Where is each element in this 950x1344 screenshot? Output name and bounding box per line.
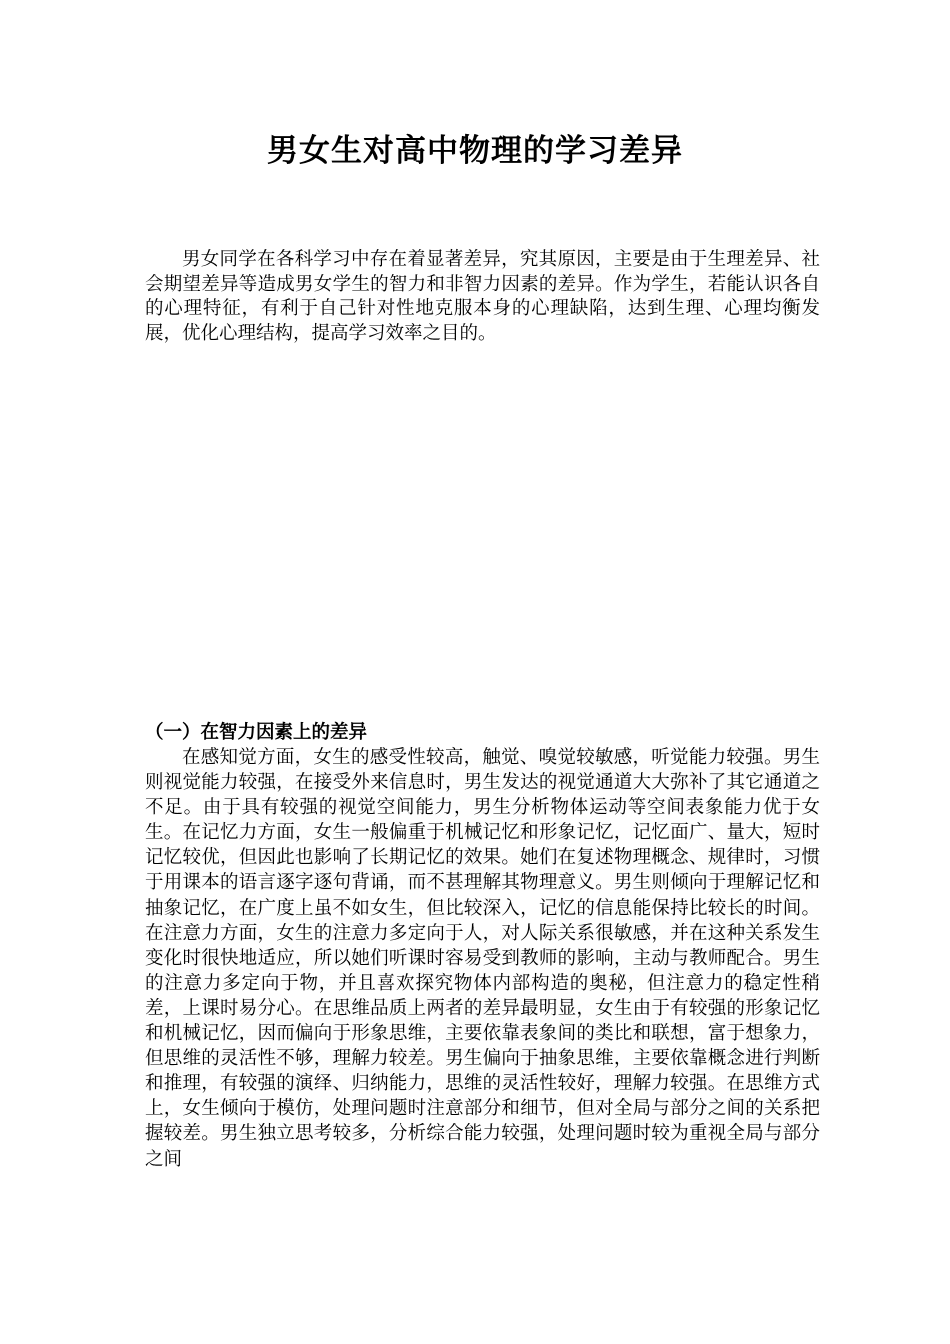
abstract-paragraph: 男女同学在各科学习中存在着显著差异，究其原因，主要是由于生理差异、社会期望差异等造成男女学生的智力和非智力因素的差异。作为学生，若能认识各自的心理特征，有利于自己针对性地克服本身的心理缺陷，达到生理、心理均衡发展，优化心理结构，提高学习效率之目的。 bbox=[145, 249, 820, 344]
document-title: 男女生对高中物理的学习差异 bbox=[267, 133, 683, 169]
section-heading: （一）在智力因素上的差异 bbox=[145, 722, 368, 743]
section-body-paragraph: 在感知觉方面，女生的感受性较高，触觉、嗅觉较敏感，听觉能力较强。男生则视觉能力较强，在接受外来信息时，男生发达的视觉通道大大弥补了其它通道之不足。由于具有较强的视觉空间能力，男生分析物体运动等空间表象能力优于女生。在记忆力方面，女生一般偏重于机械记忆和形象记忆，记忆面广、量大，短时记忆较优，但因此也影响了长期记忆的效果。她们在复述物理概念、规律时，习惯于用课本的语言逐字逐句背诵，而不甚理解其物理意义。男生则倾向于理解记忆和抽象记忆，在广度上虽不如女生，但比较深入，记忆的信息能保持比较长的时间。在注意力方面，女生的注意力多定向于人，对人际关系很敏感，并在这种关系发生变化时很快地适应，所以她们听课时容易受到教师的影响，主动与教师配合。男生的注意力多定向于物，并且喜欢探究物体内部构造的奥秘，但注意力的稳定性稍差，上课时易分心。在思维品质上两者的差异最明显，女生由于有较强的形象记忆和机械记忆，因而偏向于形象思维，主要依靠表象间的类比和联想，富于想象力，但思维的灵活性不够，理解力较差。男生偏向于抽象思维，主要依靠概念进行判断和推理，有较强的演绎、归纳能力，思维的灵活性较好，理解力较强。在思维方式上，女生倾向于模仿，处理问题时注意部分和细节，但对全局与部分之间的关系把握较差。男生独立思考较多，分析综合能力较强，处理问题时较为重视全局与部分之间 bbox=[145, 747, 820, 1170]
